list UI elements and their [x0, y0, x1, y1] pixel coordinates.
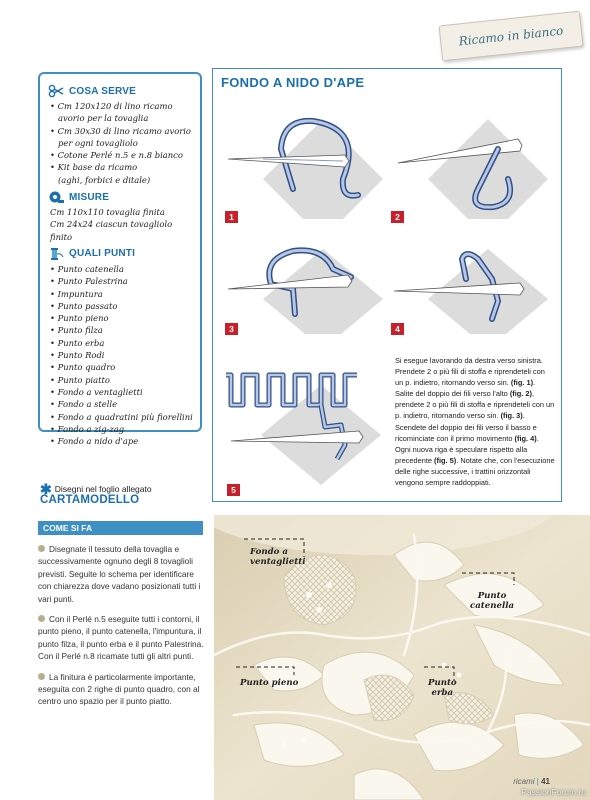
bullet-dot-icon — [38, 545, 45, 552]
quali-punti-item: • Punto filza — [50, 324, 194, 336]
cosa-serve-item: (aghi, forbici e ditale) — [58, 174, 151, 185]
cartamodello-line1 — [40, 481, 152, 497]
label-line: ventaglietti — [250, 557, 306, 567]
quali-punti-item: • Fondo a nido d'ape — [50, 435, 194, 447]
step-paragraph-text: Con il Perlé n.5 eseguite tutti i contorni, il punto pieno, il punto catenella, l'impuntura, il punto filza, il punto erba e il punto Palestrina. Con il Perlé n.8 ricamate tutti gli altri punti. — [38, 614, 204, 662]
instruction-text: . Scendete del doppio dei fili verso il basso e ricominciate con il primo movimento — [395, 411, 537, 443]
footer-magazine: ricami — [513, 777, 535, 786]
label-punto-erba — [428, 678, 457, 698]
instruction-text: Si esegue lavorando da destra verso sinistra. Prendete 2 o più fili di stoffa e riprendeteli con un p. indietro, ritornando verso sin. — [395, 356, 545, 388]
asterisk-icon: ✱ — [40, 481, 52, 497]
thread-spool-icon — [48, 247, 64, 261]
quali-punti-item: • Punto erba — [50, 337, 194, 349]
quali-punti-item: • Punto passato — [50, 300, 194, 312]
instruction-text: , prendete 2 o più fili di stoffa e riprendeteli con un p. indietro, ritornando verso sin. — [395, 389, 555, 421]
cosa-serve-item: avorio per la tovaglia — [58, 113, 149, 124]
misure-item: Cm 24x24 ciascun tovagliolo finito — [50, 219, 173, 242]
figure-reference: (fig. 1) — [510, 378, 534, 388]
quali-punti-item: • Punto Rodi — [50, 349, 194, 361]
label-fondo-ventaglietti — [250, 547, 305, 567]
step-paragraph-1 — [38, 543, 206, 605]
step-paragraph-2 — [38, 613, 206, 663]
misure-heading — [48, 190, 194, 204]
step-badge-3: 3 — [225, 323, 238, 335]
step-paragraph-text: La finitura è particolarmente importante, eseguita con 2 righe di punto quadro, con al centro uno spazio per il punto piatto. — [38, 671, 200, 707]
cosa-serve-item: • Cotone Perlé n.5 e n.8 bianco — [50, 149, 194, 161]
quali-punti-item: • Punto pieno — [50, 312, 194, 324]
quali-punti-list — [46, 263, 194, 447]
misure-item: Cm 110x110 tovaglia finita — [50, 207, 165, 218]
label-line: erba — [431, 688, 454, 698]
instruction-text: . Salite del doppio dei fili verso l'alto — [395, 378, 536, 399]
cosa-serve-item: • Kit base da ricamo — [50, 161, 194, 173]
cosa-serve-item: • Cm 30x30 di lino ricamo avorio — [50, 125, 194, 137]
quali-punti-item: • Fondo a ventaglietti — [50, 386, 194, 398]
page-footer — [513, 777, 550, 786]
step-badge-5: 5 — [227, 484, 240, 496]
page-number: 41 — [541, 777, 550, 786]
step-badge-4: 4 — [391, 323, 404, 335]
bullet-dot-icon — [38, 615, 45, 622]
quali-punti-item: • Punto Palestrina — [50, 275, 194, 287]
embroidery-photo — [214, 515, 590, 800]
label-line: Punto — [477, 591, 507, 601]
section-tag — [439, 11, 584, 62]
stitch-figure-5 — [221, 355, 391, 485]
cartamodello-text: Disegni nel foglio allegato — [54, 484, 152, 494]
scissors-icon — [48, 84, 64, 98]
cosa-serve-heading — [48, 84, 194, 98]
label-line: Punto — [428, 678, 457, 688]
step-paragraph-text: Disegnate il tessuto della tovaglia e successivamente ognuno degli 8 tovaglioli previsti. Seguite lo schema per identificare con chiarezza dove vadano posizionati tutti i vari punti. — [38, 544, 201, 604]
quali-punti-heading — [48, 247, 194, 261]
cartamodello-title: CARTAMODELLO — [40, 494, 140, 506]
stitch-figure-4 — [388, 239, 553, 334]
instruction-text: . Notate che, con l'esecuzione delle righe successive, i trattini orizzontali vengono sempre raddoppiati. — [395, 455, 555, 488]
footer-separator: | — [536, 777, 539, 786]
label-punto-pieno — [240, 678, 298, 688]
cosa-serve-list — [46, 100, 194, 186]
instruction-text: . Ogni nuova riga è speculare rispetto alla precedente — [395, 433, 539, 465]
step-badge-2: 2 — [391, 211, 404, 223]
tape-measure-icon — [48, 190, 64, 204]
stitch-figure-3 — [223, 239, 383, 334]
diagram-frame — [212, 68, 562, 502]
quali-punti-label: QUALI PUNTI — [69, 248, 136, 260]
cosa-serve-label: COSA SERVE — [69, 85, 137, 97]
quali-punti-item: • Fondo a zig-zag — [50, 423, 194, 435]
quali-punti-item: • Impuntura — [50, 288, 194, 300]
watermark: PassionForum.ru — [521, 787, 586, 797]
materials-box — [38, 72, 202, 447]
come-si-fa-steps — [38, 543, 206, 716]
label-punto-catenella — [470, 591, 514, 611]
quali-punti-item: • Punto quadro — [50, 361, 194, 373]
stitch-figure-1 — [223, 99, 383, 219]
cosa-serve-item: per ogni tovagliolo — [58, 137, 138, 148]
step-paragraph-3 — [38, 671, 206, 708]
label-line: Fondo a — [250, 547, 288, 557]
quali-punti-item: • Punto piatto — [50, 374, 194, 386]
come-si-fa-heading: COME SI FA — [38, 521, 203, 535]
diagram-instructions — [395, 355, 555, 488]
figure-reference: (fig. 5) — [434, 455, 457, 465]
section-tag-text: Ricamo in bianco — [458, 23, 564, 49]
cartamodello-note — [40, 481, 152, 506]
misure-label: MISURE — [69, 191, 110, 203]
figure-reference: (fig. 3) — [500, 411, 523, 421]
cosa-serve-item: • Cm 120x120 di lino ricamo — [50, 100, 194, 112]
quali-punti-item: • Fondo a stelle — [50, 398, 194, 410]
label-line: Punto pieno — [240, 678, 299, 688]
figure-reference: (fig. 2) — [509, 389, 532, 399]
label-line: catenella — [470, 601, 515, 611]
figure-reference: (fig. 4) — [514, 433, 537, 443]
diagram-title: FONDO A NIDO D'APE — [221, 75, 365, 90]
quali-punti-item: • Punto catenella — [50, 263, 194, 275]
stitch-figure-2 — [388, 99, 553, 219]
step-badge-1: 1 — [225, 211, 238, 223]
quali-punti-item: • Fondo a quadratini più fiorellini — [50, 411, 194, 423]
misure-list — [46, 206, 194, 243]
bullet-dot-icon — [38, 673, 45, 680]
